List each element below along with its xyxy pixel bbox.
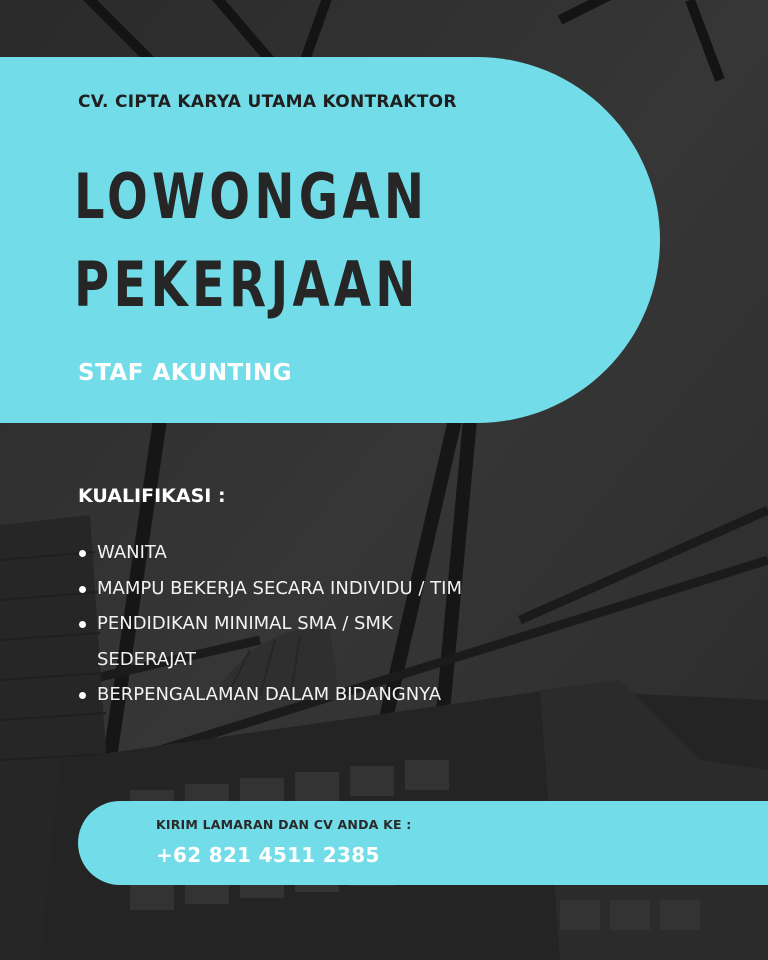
bullet-icon bbox=[79, 692, 86, 699]
qualification-text: WANITA bbox=[97, 542, 167, 563]
bullet-icon bbox=[79, 586, 86, 593]
qualification-item bbox=[78, 571, 558, 607]
qualification-text: SEDERAJAT bbox=[97, 648, 197, 670]
qualification-item-continuation bbox=[78, 642, 558, 678]
contact-phone-number[interactable]: +62 821 4511 2385 bbox=[156, 843, 380, 867]
qualifications-list bbox=[78, 535, 558, 713]
qualification-item bbox=[78, 606, 558, 642]
qualification-text: MAMPU BEKERJA SECARA INDIVIDU / TIM bbox=[97, 577, 462, 599]
qualifications-heading: KUALIFIKASI : bbox=[78, 485, 226, 507]
qualification-item bbox=[78, 677, 558, 713]
headline-line-1: LOWONGAN bbox=[74, 160, 429, 233]
qualification-text: PENDIDIKAN MINIMAL SMA / SMK bbox=[97, 613, 393, 634]
bullet-icon bbox=[79, 621, 86, 628]
qualification-item bbox=[78, 535, 558, 571]
headline-line-2: PEKERJAAN bbox=[74, 248, 420, 321]
company-name: CV. CIPTA KARYA UTAMA KONTRAKTOR bbox=[78, 92, 457, 112]
qualification-text: BERPENGALAMAN DALAM BIDANGNYA bbox=[97, 684, 442, 705]
job-position: STAF AKUNTING bbox=[78, 360, 293, 386]
bullet-icon bbox=[79, 550, 86, 557]
contact-label: KIRIM LAMARAN DAN CV ANDA KE : bbox=[156, 817, 412, 832]
